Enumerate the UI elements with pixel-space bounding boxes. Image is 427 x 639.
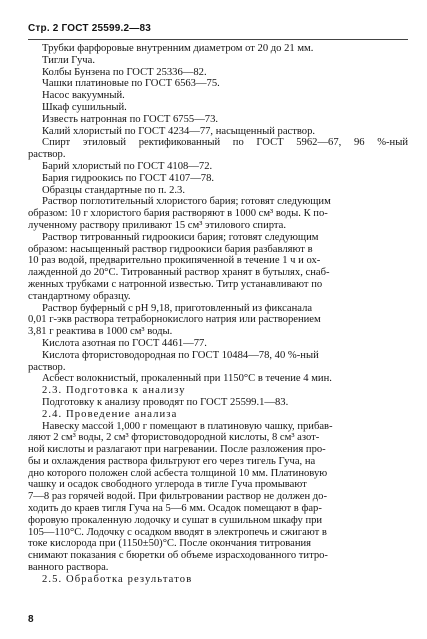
section-heading: 2.4. Проведение анализа [42,408,178,420]
text-line: ляют 2 см³ воды, 2 см³ фтористоводородной кислоты, 8 см³ азот- [28,432,320,444]
document-body [28,43,408,586]
text-line: 105—110°С. Лодочку с осадком вводят в электропечь и сжигают в [28,526,327,538]
text-line: снимают показания с бюретки об объеме израсходованного титро- [28,550,328,562]
text-line: чашку и осадок свободного углерода в тигле Гуча промывают [28,479,307,491]
text-line: раствор. [28,361,66,373]
text-line: Трубки фарфоровые внутренним диаметром от 20 до 21 мм. [42,43,314,54]
text-line: Образцы стандартные по п. 2.3. [42,184,185,196]
text-line: форовую прокаленную лодочку и сушат в сушильном шкафу при [28,514,323,526]
page-header: Стр. 2 ГОСТ 25599.2—83 [28,23,151,34]
text-line: 7—8 раз горячей водой. При фильтровании раствор не должен до- [28,491,327,503]
text-line: токе кислорода при (1150±50)°С. После окончания титрования [28,538,312,550]
text-line: Спирт этиловый ректификованный по ГОСТ 5962—67, 96 %-ный [42,137,408,149]
text-line: Колбы Бунзена по ГОСТ 25336—82. [42,66,207,78]
text-line: Барий хлористый по ГОСТ 4108—72. [42,160,213,172]
text-line: лученному раствору приливают 15 см³ этилового спирта. [28,219,287,231]
text-line: женных трубками с натронной известью. Титр устанавливают по [28,278,323,290]
text-line: Насос вакуумный. [42,90,125,102]
text-line: Кислота азотная по ГОСТ 4461—77. [42,337,207,349]
text-line: Чашки платиновые по ГОСТ 6563—75. [42,78,220,90]
text-line: стандартному образцу. [28,290,131,302]
text-line: 3,81 г реактива в 1000 см³ воды. [28,326,173,338]
text-line: Калий хлористый по ГОСТ 4234—77, насыщенный раствор. [42,125,316,137]
page-number: 8 [28,614,34,625]
text-line: Навеску массой 1,000 г помещают в платиновую чашку, прибав- [42,420,333,432]
text-line: бы и охлаждения раствора фильтруют его через тигель Гуча, на [28,455,316,467]
text-line: Раствор титрованный гидроокиси бария; готовят следующим [42,231,319,243]
text-line: лажденной до 20°С. Титрованный раствор хранят в бутылях, снаб- [28,267,330,279]
text-line: ходить до краев тигля Гуча на 5—6 мм. Осадок помещают в фар- [28,503,322,515]
text-line: Асбест волокнистый, прокаленный при 1150°С в течение 4 мин. [42,373,332,385]
text-line: Шкаф сушильный. [42,101,127,113]
header-rule [28,39,408,40]
text-line: Подготовку к анализу проводят по ГОСТ 25599.1—83. [42,396,289,408]
text-line: раствор. [28,149,66,161]
text-line: Раствор буферный с рН 9,18, приготовленный из фиксанала [42,302,313,314]
section-heading: 2.3. Подготовка к анализу [42,385,186,397]
text-line: Кислота фтористоводородная по ГОСТ 10484—78, 40 %-ный [42,349,319,361]
text-line: ванного раствора. [28,562,109,574]
text-line: 10 раз водой, предварительно прокипяченной в течение 1 ч и ох- [28,255,321,267]
text-line: Бария гидроокись по ГОСТ 4107—78. [42,172,215,184]
text-line: ной кислоты и разлагают при нагревании. После разложения про- [28,444,326,456]
text-line: образом: 10 г хлористого бария растворяют в 1000 см³ воды. К по- [28,208,328,220]
section-heading: 2.5. Обработка результатов [42,573,193,585]
text-line: 0,01 г-экв раствора тетраборнокислого натрия или растворением [28,314,321,326]
text-line: образом: насыщенный раствор гидроокиси бария разбавляют в [28,243,313,255]
text-line: Раствор поглотительный хлористого бария; готовят следующим [42,196,331,208]
text-line: дно которого положен слой асбеста толщиной 10 мм. Платиновую [28,467,328,479]
text-line: Тигли Гуча. [42,54,95,66]
text-line: Известь натронная по ГОСТ 6755—73. [42,113,219,125]
